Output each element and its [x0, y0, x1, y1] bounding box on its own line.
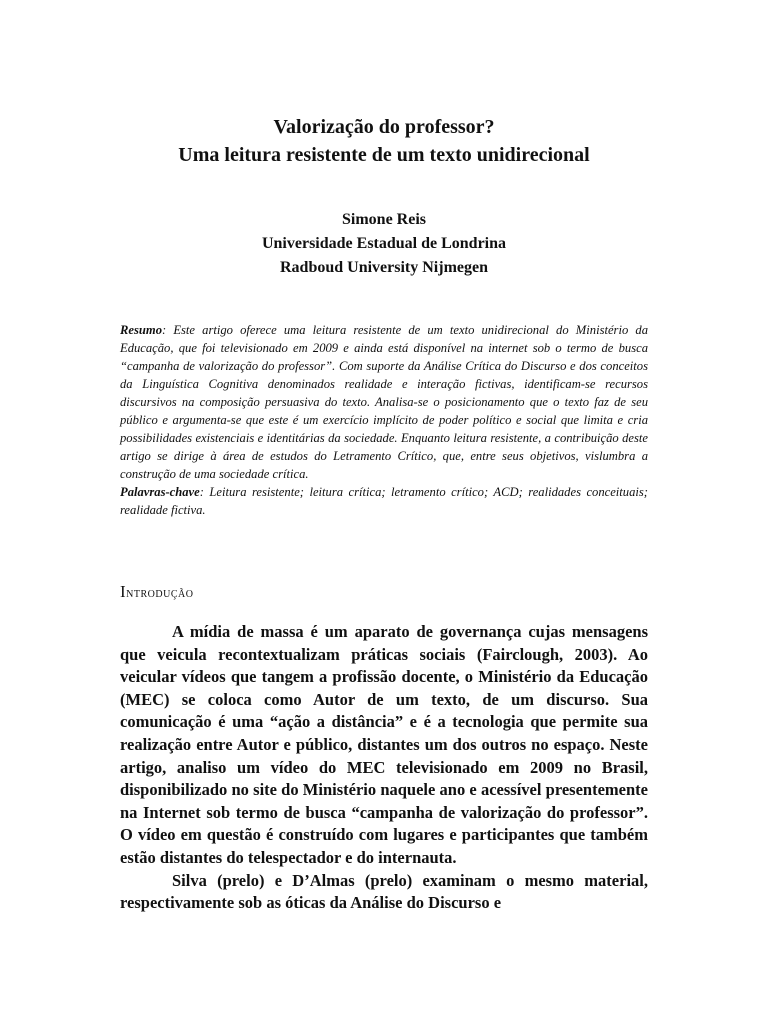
paper-title [0, 113, 768, 169]
author-affiliation-1: Universidade Estadual de Londrina [261, 235, 507, 252]
section-heading-introduction [120, 582, 193, 602]
abstract-label: Resumo [120, 323, 162, 337]
body-paragraph-2: Silva (prelo) e D’Almas (prelo) examinam o mesmo material, respectivamente sob as óticas da Análise do Discurso e [120, 870, 648, 913]
keywords-paragraph [120, 483, 648, 519]
author-affiliation-2: Radboud University Nijmegen [279, 259, 488, 276]
keywords-label: Palavras-chave [120, 485, 200, 499]
abstract-paragraph [120, 321, 648, 483]
title-line-2: Uma leitura resistente de um texto unidirecional [178, 144, 590, 166]
author-block [0, 208, 768, 280]
keywords-text: : Leitura resistente; leitura crítica; letramento crítico; ACD; realidades conceituais; realidade fictiva. [120, 485, 648, 517]
abstract-text: : Este artigo oferece uma leitura resistente de um texto unidirecional do Ministério da Educação, que foi televisionado em 2009 e ainda está disponível na internet sob o termo de busca “campanha de valorização do professor”. Com suporte da Análise Crítica do Discurso e dos conceitos da Linguística Cognitiva denominados realidade e interação fictivas, identificam-se recursos discursivos na composição persuasiva do texto. Analisa-se o posicionamento que o texto faz de seu público e argumenta-se que este é um exercício implícito de poder político e social que limita e cria possibilidades existenciais e identitárias da sociedade. Enquanto leitura resistente, a contribuição deste artigo se dirige à área de estudos do Letramento Crítico, que, entre seus objetivos, vislumbra a construção de uma sociedade crítica. [120, 323, 648, 481]
body-paragraph-1: A mídia de massa é um aparato de governança cujas mensagens que veicula recontextualizam práticas sociais (Fairclough, 2003). Ao veicular vídeos que tangem a profissão docente, o Ministério da Educação (MEC) se coloca como Autor de um texto, de um discurso. Sua comunicação é uma “ação a distância” e é a tecnologia que permite sua realização entre Autor e público, distantes um dos outros no espaço. Neste artigo, analiso um vídeo do MEC televisionado em 2009 no Brasil, disponibilizado no site do Ministério naquele ano e acessível presentemente na Internet sob termo de busca “campanha de valorização do professor”. O vídeo em questão é construído com lugares e participantes que também estão distantes do telespectador e do internauta. [120, 622, 648, 867]
abstract [120, 321, 648, 519]
author-name: Simone Reis [342, 211, 426, 228]
title-line-1: Valorização do professor? [273, 116, 495, 138]
section-heading-initial: I [120, 582, 127, 601]
body-text [120, 621, 648, 915]
section-heading-rest: ntrodução [126, 586, 194, 601]
